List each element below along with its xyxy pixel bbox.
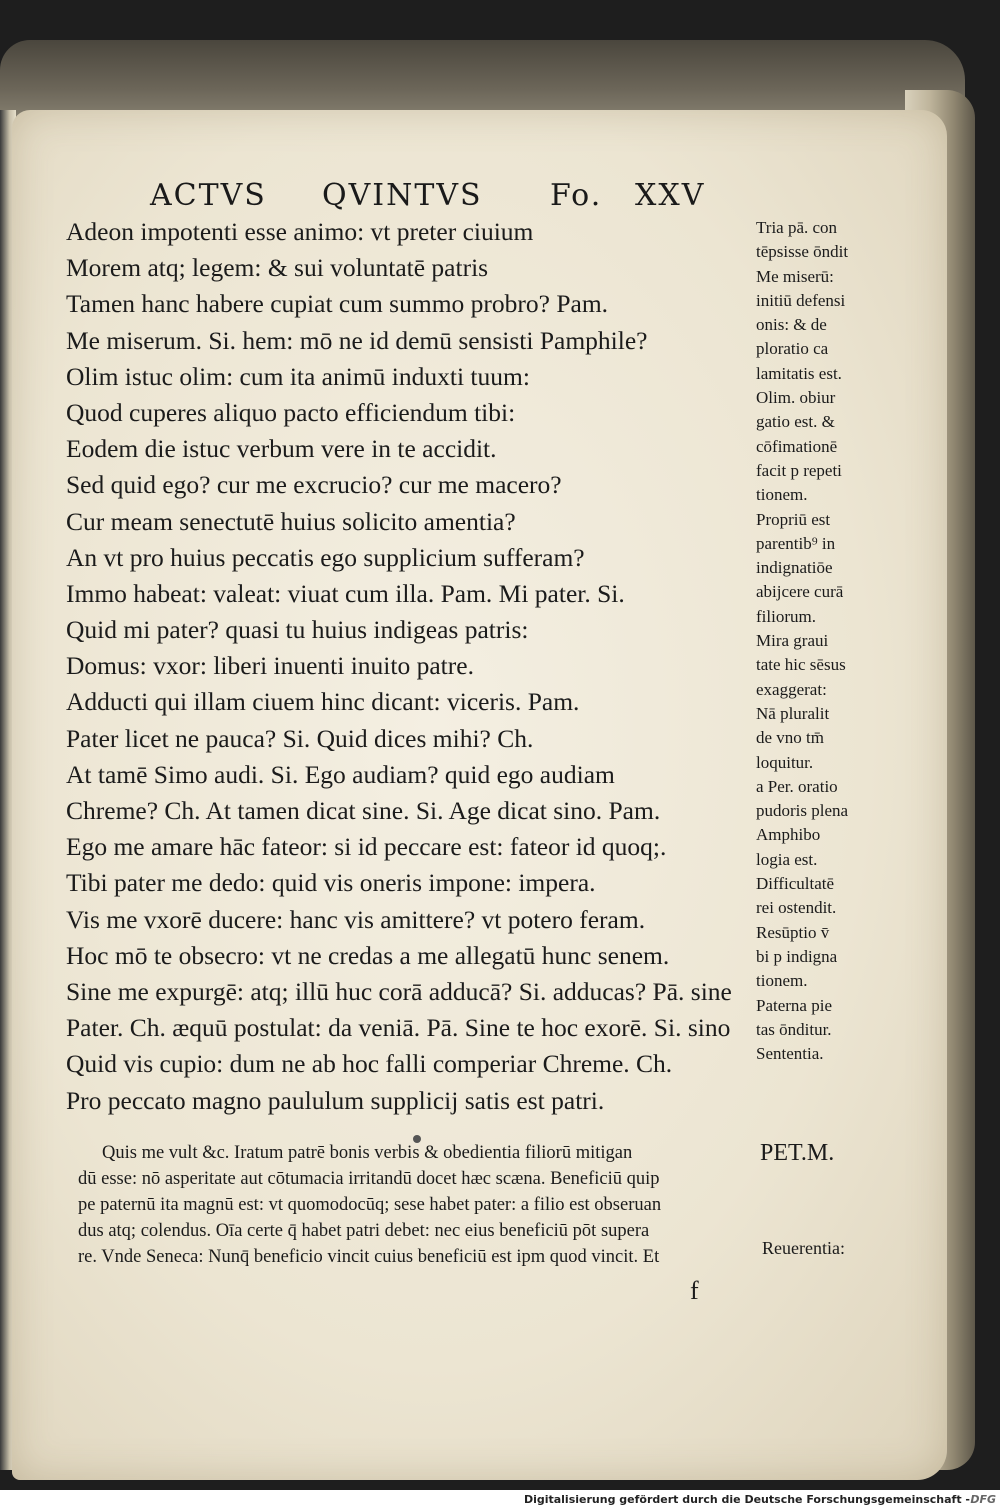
gloss-line: tas ōnditur.	[756, 1019, 832, 1039]
gloss-line: tionem.	[756, 485, 808, 505]
commentary-line: dus atq; colendus. Oīa certe q̄ habet patri debet: nec eius beneficiū pōt supera	[78, 1221, 650, 1241]
commentator-label: PET.M.	[760, 1140, 835, 1166]
gloss-line: Nā pluralit	[756, 703, 830, 723]
gloss-line: Paterna pie	[756, 995, 832, 1015]
verse-line: Tamen hanc habere cupiat cum summo probro? Pam.	[66, 289, 609, 319]
gloss-line: a Per. oratio	[756, 776, 838, 796]
gloss-line: Mira graui	[756, 631, 829, 651]
verse-line: Olim istuc olim: cum ita animū induxti tuum:	[66, 361, 530, 391]
header-actus: ACTVS	[150, 178, 267, 213]
verse-line: Pro peccato magno paululum supplicij satis est patri.	[66, 1085, 605, 1115]
verse-line: Vis me vxorē ducere: hanc vis amittere? vt potero feram.	[66, 904, 646, 934]
marginal-gloss	[756, 216, 886, 1066]
gloss-line: Amphibo	[756, 825, 821, 845]
gloss-line: Propriū est	[756, 509, 831, 529]
gloss-line: cōfimationē	[756, 436, 838, 456]
header-fo: Fo.	[550, 178, 603, 213]
gloss-line: gatio est. &	[756, 412, 835, 432]
verse-line: An vt pro huius peccatis ego supplicium sufferam?	[66, 542, 585, 572]
verse-line: Cur meam senectutē huius solicito amentia?	[66, 506, 516, 536]
verse-line: Sed quid ego? cur me excrucio? cur me macero?	[66, 470, 562, 500]
gloss-line: bi p indigna	[756, 946, 838, 966]
verse-line: Quid mi pater? quasi tu huius indigeas patris:	[66, 615, 529, 645]
gloss-line: de vno tm̄	[756, 728, 824, 748]
verse-line: Eodem die istuc verbum vere in te accidit.	[66, 434, 497, 464]
side-note-reverentia: Reuerentia:	[762, 1238, 845, 1258]
verse-line: Morem atq; legem: & sui voluntatē patris	[66, 253, 489, 283]
gloss-line: tēpsisse ōndit	[756, 242, 849, 262]
verse-line: Quod cuperes aliquo pacto efficiendum tibi:	[66, 397, 516, 427]
header-quintus: QVINTVS	[322, 178, 483, 213]
gloss-line: Difficultatē	[756, 874, 835, 894]
commentary-text	[78, 1140, 758, 1270]
verse-line: Adeon impotenti esse animo: vt preter ciuium	[66, 217, 534, 246]
gloss-line: pudoris plena	[756, 801, 849, 821]
verse-line: At tamē Simo audi. Si. Ego audiam? quid ego audiam	[66, 759, 615, 789]
gloss-line: abijcere curā	[756, 582, 844, 602]
gloss-line: onis: & de	[756, 315, 827, 335]
gloss-line: Tria pā. con	[756, 218, 838, 237]
gloss-line: lamitatis est.	[756, 363, 842, 383]
verse-line: Adducti qui illam ciuem hinc dicant: viceris. Pam.	[66, 687, 580, 717]
gloss-line: facit p repeti	[756, 460, 842, 480]
verse-line: Immo habeat: valeat: viuat cum illa. Pam. Mi pater. Si.	[66, 578, 625, 608]
gloss-line: loquitur.	[756, 752, 814, 772]
verse-line: Pater. Ch. æquū postulat: da veniā. Pā. Sine te hoc exorē. Si. sino	[66, 1013, 731, 1043]
gloss-line: filiorum.	[756, 606, 816, 626]
commentary-line: re. Vnde Seneca: Nunq̄ beneficio vincit cuius beneficiū est ipm quod vincit. Et	[78, 1247, 660, 1267]
gloss-line: ploratio ca	[756, 339, 829, 359]
gloss-line: Me miserū:	[756, 266, 834, 286]
funding-credit: Digitalisierung gefördert durch die Deutsche Forschungsgemeinschaft -	[523, 1493, 970, 1506]
gloss-line: tionem.	[756, 971, 808, 991]
gloss-line: exaggerat:	[756, 679, 827, 699]
gloss-line: initiū defensi	[756, 290, 846, 310]
verse-line: Tibi pater me dedo: quid vis oneris impone: impera.	[66, 868, 596, 898]
verse-line: Sine me expurgē: atq; illū huc corā adducā? Si. adducas? Pā. sine	[66, 976, 732, 1006]
signature-mark: f	[690, 1276, 699, 1305]
gloss-line: Resūptio v̄	[756, 922, 830, 942]
dfg-logo: DFG	[970, 1493, 996, 1506]
gloss-line: logia est.	[756, 849, 818, 869]
verse-line: Pater licet ne pauca? Si. Quid dices mihi? Ch.	[66, 723, 534, 753]
verse-text	[66, 214, 756, 1119]
commentary-line: pe paternū ita magnū est: vt quomodocūq; sese habet pater: a filio est obseruan	[78, 1195, 662, 1215]
gloss-line: parentib⁹ in	[756, 533, 836, 553]
gloss-line: Olim. obiur	[756, 388, 836, 408]
gloss-line: rei ostendit.	[756, 898, 837, 918]
running-header	[150, 178, 720, 214]
verse-line: Quid vis cupio: dum ne ab hoc falli comperiar Chreme. Ch.	[66, 1049, 673, 1079]
gloss-line: indignatiōe	[756, 558, 833, 578]
commentary-line: dū esse: nō asperitate aut cōtumacia irritandū docet hæc scæna. Beneficiū quip	[78, 1169, 660, 1189]
verse-line: Ego me amare hāc fateor: si id peccare est: fateor id quoq;.	[66, 832, 667, 862]
gloss-line: Sententia.	[756, 1044, 824, 1064]
gloss-line: tate hic sēsus	[756, 655, 846, 675]
verse-line: Chreme? Ch. At tamen dicat sine. Si. Age dicat sino. Pam.	[66, 796, 661, 825]
folio-number: XXV	[635, 178, 706, 213]
verse-line: Hoc mō te obsecro: vt ne credas a me allegatū hunc senem.	[66, 940, 670, 970]
verse-line: Domus: vxor: liberi inuenti inuito patre.	[66, 651, 474, 681]
commentary-line: Quis me vult &c. Iratum patrē bonis verbis & obedientia filiorū mitigan	[102, 1143, 633, 1163]
verse-line: Me miserum. Si. hem: mō ne id demū sensisti Pamphile?	[66, 325, 648, 355]
